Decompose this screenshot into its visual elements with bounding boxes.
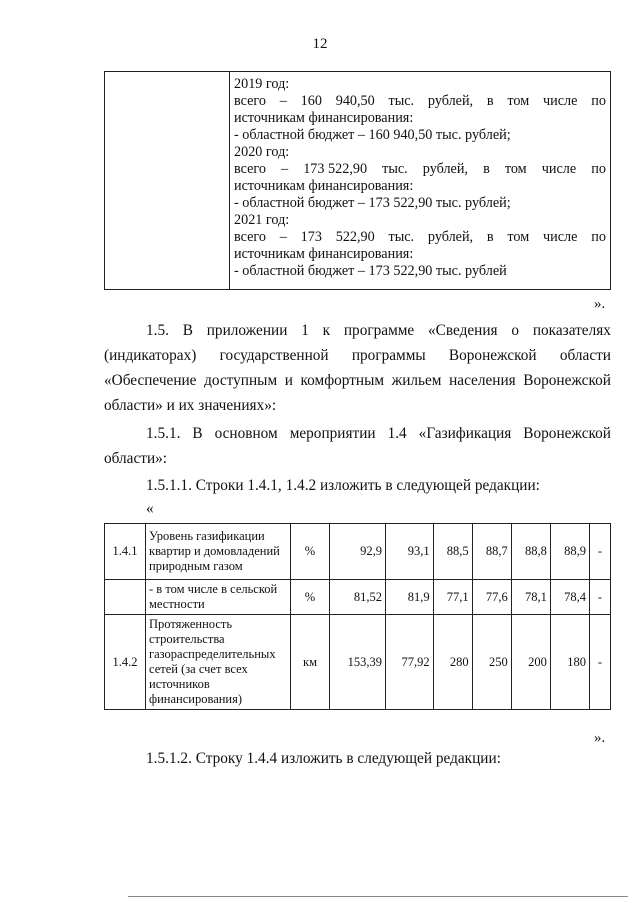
funding-line [234,161,606,178]
paragraph-word: области»: [104,450,168,467]
funding-line [234,229,606,246]
value-cell: 280 [433,615,472,710]
paragraph-word: Воронежской [523,372,611,389]
value-cell: 153,39 [330,615,386,710]
paragraph-1-5-1 [104,421,611,471]
funding-line [234,93,606,110]
value-cell: 78,1 [511,580,550,615]
paragraph-word: жильем [391,372,442,389]
paragraph-1-5-1-2: 1.5.1.2. Строку 1.4.4 изложить в следующей редакции: [146,750,501,767]
funding-word: 522,90 [335,229,375,245]
paragraph-line [104,368,611,393]
funding-word: рублей, [427,93,474,109]
paragraph-word: основном [214,425,278,442]
indicator-name-cell: - в том числе в сельской местности [146,580,291,615]
paragraph-word: области [559,347,611,364]
funding-line: - областной бюджет – 173 522,90 тыс. рублей; [234,195,511,211]
funding-word: по [591,93,606,109]
table-row [105,580,611,615]
indicator-number-cell: 1.4.1 [105,524,146,580]
funding-word: в [486,93,494,109]
paragraph-word: 1.4 [387,425,407,442]
funding-word: числе [543,229,578,245]
paragraph-word: «Газификация [418,425,512,442]
funding-word: тыс. [382,161,408,177]
funding-word: числе [541,161,577,177]
indicator-number-cell [105,580,146,615]
funding-word: тыс. [388,229,415,245]
value-cell: 88,9 [550,524,589,580]
dash-cell: - [590,524,611,580]
paragraph-word: программы [351,347,426,364]
value-cell: 78,4 [550,580,589,615]
funding-line: источникам финансирования: [234,178,414,194]
value-cell: 77,1 [433,580,472,615]
paragraph-1-5-1-1: 1.5.1.1. Строки 1.4.1, 1.4.2 изложить в следующей редакции: [146,477,540,494]
paragraph-word: 1.5. [146,322,169,339]
funding-word: рублей, [427,229,474,245]
paragraph-word: Воронежской [523,425,611,442]
funding-line: - областной бюджет – 173 522,90 тыс. рублей [234,263,507,279]
value-cell: 88,8 [511,524,550,580]
funding-word: – [279,93,287,109]
funding-line: источникам финансирования: [234,246,414,262]
value-cell: 93,1 [386,524,434,580]
funding-word: всего [234,161,266,177]
funding-table [104,71,611,290]
paragraph-word: показателях [532,322,611,339]
paragraph-word: (индикаторах) [104,347,197,364]
paragraph-word: программе [343,322,415,339]
paragraph-word: населения [449,372,516,389]
paragraph-word: доступным [204,372,278,389]
funding-word: в [486,229,494,245]
paragraph-word: «Сведения [428,322,498,339]
paragraph-word: мероприятии [289,425,376,442]
funding-word: – [279,229,287,245]
funding-word: тыс. [388,93,415,109]
funding-word: в [483,161,490,177]
dash-cell: - [590,615,611,710]
indicator-name-cell: Протяженность строительства газораспределительных сетей (за счет всех источников финансирования) [146,615,291,710]
funding-word: том [507,229,530,245]
value-cell: 200 [511,615,550,710]
unit-cell: % [291,580,330,615]
value-cell: 180 [550,615,589,710]
unit-cell: км [291,615,330,710]
indicator-name-cell: Уровень газификации квартир и домовладений природным газом [146,524,291,580]
table-row [105,615,611,710]
unit-cell: % [291,524,330,580]
opening-quote-mark: « [146,500,154,517]
funding-word: – [281,161,289,177]
funding-word: всего [234,229,266,245]
paragraph-line [104,446,611,471]
paragraph-word: 1.5.1. [146,425,181,442]
closing-quote-mark-2: ». [594,730,606,746]
paragraph-word: 1 [301,322,309,339]
funding-word: 173 522,90 [303,161,368,177]
page-bottom-edge [128,896,628,897]
paragraph-word: и [284,372,293,389]
paragraph-word: к [322,322,331,339]
indicator-table [104,523,611,710]
funding-line: 2019 год: [234,76,290,92]
paragraph-line [104,393,611,418]
funding-table-text-cell [230,72,610,289]
value-cell: 88,5 [433,524,472,580]
funding-line: источникам финансирования: [234,110,414,126]
funding-word: числе [543,93,578,109]
paragraph-line [104,343,611,368]
paragraph-1-5 [104,318,611,418]
funding-line: 2020 год: [234,144,290,160]
paragraph-word: области» и их значениях»: [104,397,277,414]
table-row [105,524,611,580]
paragraph-word: Воронежской [448,347,537,364]
funding-word: 173 [300,229,322,245]
funding-line: - областной бюджет – 160 940,50 тыс. рублей; [234,127,511,143]
value-cell: 250 [472,615,511,710]
indicator-number-cell: 1.4.2 [105,615,146,710]
funding-table-empty-cell [105,72,230,289]
funding-word: по [591,161,606,177]
paragraph-word: приложении [206,322,288,339]
funding-word: по [591,229,606,245]
paragraph-word: государственной [219,347,329,364]
paragraph-word: о [511,322,520,339]
paragraph-word: В [182,322,193,339]
funding-word: 160 [300,93,322,109]
funding-word: рублей, [422,161,468,177]
value-cell: 77,6 [472,580,511,615]
paragraph-word: комфортным [300,372,385,389]
funding-word: том [504,161,527,177]
closing-quote-mark: ». [594,296,606,312]
paragraph-line [104,421,611,446]
value-cell: 77,92 [386,615,434,710]
paragraph-line [104,318,611,343]
value-cell: 92,9 [330,524,386,580]
page-number: 12 [312,36,328,52]
funding-word: всего [234,93,266,109]
value-cell: 81,52 [330,580,386,615]
funding-word: том [507,93,530,109]
dash-cell: - [590,580,611,615]
funding-line: 2021 год: [234,212,290,228]
value-cell: 88,7 [472,524,511,580]
funding-word: 940,50 [335,93,375,109]
paragraph-word: В [192,425,203,442]
value-cell: 81,9 [386,580,434,615]
paragraph-word: «Обеспечение [104,372,197,389]
